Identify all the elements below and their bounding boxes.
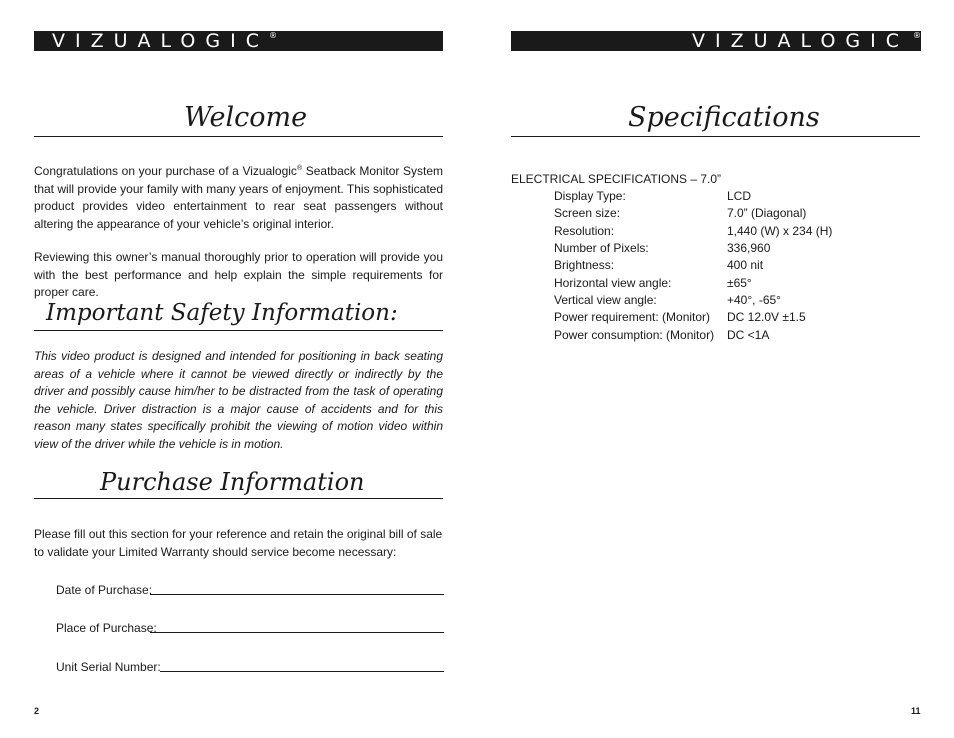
welcome-intro-paragraph xyxy=(34,163,443,233)
spec-label: Horizontal view angle: xyxy=(554,276,672,290)
unit-serial-number-label: Unit Serial Number: xyxy=(56,660,161,674)
safety-heading: Important Safety Information: xyxy=(46,300,398,326)
specifications-rule xyxy=(511,136,920,137)
brand-registered-mark: ® xyxy=(913,31,921,40)
spec-value: 1,440 (W) x 234 (H) xyxy=(727,224,833,238)
page-number-left: 2 xyxy=(34,706,40,716)
spec-value: LCD xyxy=(727,189,752,203)
spec-label: Display Type: xyxy=(554,189,626,203)
spec-value: DC 12.0V ±1.5 xyxy=(727,310,806,324)
purchase-paragraph: Please fill out this section for your reference and retain the original bill of sale to validate your Limited Warranty should service become necessary: xyxy=(34,527,443,559)
spec-label: Number of Pixels: xyxy=(554,241,649,255)
spec-label: Screen size: xyxy=(554,206,621,220)
welcome-rule xyxy=(34,136,443,137)
specifications-heading: Specifications xyxy=(628,102,820,133)
date-of-purchase-row xyxy=(56,577,444,597)
date-of-purchase-field[interactable] xyxy=(150,594,444,595)
spec-value: +40°, -65° xyxy=(727,293,781,307)
brand-bar-right xyxy=(511,31,921,51)
date-of-purchase-label: Date of Purchase: xyxy=(56,583,153,597)
place-of-purchase-field[interactable] xyxy=(150,632,444,633)
spec-label: Power consumption: (Monitor) xyxy=(554,328,715,342)
place-of-purchase-label: Place of Purchase: xyxy=(56,621,157,635)
page-number-right: 11 xyxy=(911,706,921,716)
electrical-specs-label: ELECTRICAL SPECIFICATIONS – 7.0” xyxy=(511,172,722,186)
spec-label: Resolution: xyxy=(554,224,615,238)
spec-value: ±65° xyxy=(727,276,752,290)
spec-value: 400 nit xyxy=(727,258,764,272)
brand-registered-mark: ® xyxy=(268,31,277,40)
spec-value: DC <1A xyxy=(727,328,770,342)
spec-label: Power requirement: (Monitor) xyxy=(554,310,711,324)
brand-logo: VIZUALOGIC xyxy=(52,31,269,51)
registered-mark: ® xyxy=(296,165,303,172)
spec-label: Brightness: xyxy=(554,258,615,272)
place-of-purchase-row xyxy=(56,615,444,635)
welcome-intro-start: Congratulations on your purchase of a Vizualogic xyxy=(34,164,297,178)
purchase-rule xyxy=(34,498,443,499)
spec-value: 336,960 xyxy=(727,241,771,255)
safety-rule xyxy=(34,330,443,331)
spec-value: 7.0” (Diagonal) xyxy=(727,206,807,220)
spec-label: Vertical view angle: xyxy=(554,293,657,307)
brand-logo: VIZUALOGIC xyxy=(692,31,909,51)
welcome-intro-end: Seatback Monitor System that will provide your family with many years of enjoyment. This sophisticated product provides video entertainment to rear seat passengers without altering the appearance of your vehicle’s original interior. xyxy=(34,164,443,231)
unit-serial-number-field[interactable] xyxy=(160,671,444,672)
purchase-heading: Purchase Information xyxy=(100,468,365,496)
welcome-manual-paragraph: Reviewing this owner’s manual thoroughly prior to operation will provide you with the best performance and help explain the simple requirements for proper care. xyxy=(34,250,443,299)
brand-bar-left xyxy=(34,31,443,51)
welcome-heading: Welcome xyxy=(184,102,308,133)
unit-serial-number-row xyxy=(56,654,444,674)
safety-paragraph: This video product is designed and intended for positioning in back seating areas of a vehicle where it cannot be viewed directly or indirectly by the driver and possibly cause him/her to be distracted from the task of operating the vehicle. Driver distraction is a major cause of accidents and for this reason many states specifically prohibit the viewing of motion video within view of the driver while the vehicle is in motion. xyxy=(34,349,443,451)
